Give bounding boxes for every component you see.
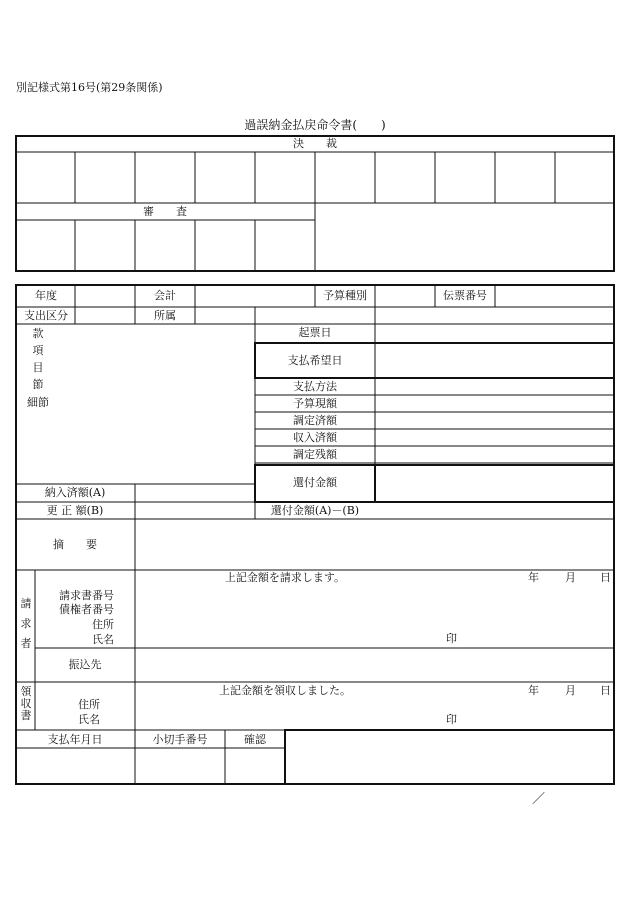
saimoku-label: 細節 bbox=[27, 396, 49, 409]
paid-amount-a-label: 納入済額(A) bbox=[44, 486, 106, 499]
budget-type-field[interactable] bbox=[376, 286, 434, 306]
transfer-to-label: 振込先 bbox=[68, 658, 102, 671]
payment-notes-area[interactable] bbox=[287, 732, 612, 782]
review-label: 審 査 bbox=[143, 205, 187, 218]
expense-class-field[interactable] bbox=[76, 308, 134, 323]
voucher-no-field[interactable] bbox=[496, 286, 613, 306]
budget-current-field[interactable] bbox=[376, 396, 613, 411]
receipt-year: 年 bbox=[528, 684, 539, 697]
claimant-day: 日 bbox=[600, 571, 611, 584]
decision-stamp-1[interactable] bbox=[17, 153, 74, 202]
pay-method-label: 支払方法 bbox=[293, 380, 337, 393]
review-stamp-1[interactable] bbox=[17, 221, 74, 270]
expense-class-label: 支出区分 bbox=[24, 309, 68, 322]
review-stamp-3[interactable] bbox=[136, 221, 194, 270]
check-no-field[interactable] bbox=[136, 749, 224, 783]
receipt-side-label: 領収書 bbox=[20, 685, 32, 722]
review-stamp-5[interactable] bbox=[256, 221, 314, 270]
fiscal-year-field[interactable] bbox=[76, 286, 134, 306]
invoice-no-label: 請求書番号 bbox=[59, 589, 114, 602]
corrected-amount-b-field[interactable] bbox=[136, 503, 254, 518]
classification-field[interactable] bbox=[60, 325, 254, 483]
receipt-name-label: 氏名 bbox=[78, 713, 100, 726]
pay-date-label: 支払年月日 bbox=[47, 733, 103, 746]
decision-stamp-6[interactable] bbox=[316, 153, 374, 202]
decision-stamp-2[interactable] bbox=[76, 153, 134, 202]
decision-stamp-9[interactable] bbox=[496, 153, 554, 202]
adjusted-field[interactable] bbox=[376, 413, 613, 428]
budget-current-label: 予算現額 bbox=[293, 397, 337, 410]
draft-date-label: 起票日 bbox=[298, 326, 332, 339]
form-reference: 別記様式第16号(第29条関係) bbox=[16, 81, 163, 94]
account-label: 会計 bbox=[154, 289, 176, 302]
pay-method-field[interactable] bbox=[376, 379, 613, 394]
desired-pay-date-label: 支払希望日 bbox=[287, 354, 343, 367]
kan-label: 款 bbox=[32, 327, 44, 340]
received-field[interactable] bbox=[376, 430, 613, 445]
transfer-to-field[interactable] bbox=[136, 649, 613, 681]
budget-type-label: 予算種別 bbox=[323, 289, 367, 302]
adjusted-label: 調定済額 bbox=[293, 414, 337, 427]
claimant-seal: 印 bbox=[446, 632, 457, 645]
refund-amount-field[interactable] bbox=[377, 467, 612, 500]
voucher-no-label: 伝票番号 bbox=[443, 289, 487, 302]
decision-label: 決 裁 bbox=[293, 137, 337, 150]
review-stamp-4[interactable] bbox=[196, 221, 254, 270]
adjusted-balance-field[interactable] bbox=[376, 447, 613, 462]
receipt-info-field[interactable] bbox=[136, 698, 436, 728]
claimant-address-label: 住所 bbox=[92, 618, 114, 631]
moku-label: 目 bbox=[32, 361, 44, 374]
decision-stamp-5[interactable] bbox=[256, 153, 314, 202]
summary-label: 摘 要 bbox=[53, 538, 97, 551]
affiliation-field[interactable] bbox=[196, 308, 254, 323]
draft-date-field[interactable] bbox=[376, 325, 613, 342]
received-label: 収入済額 bbox=[293, 431, 337, 444]
confirm-label: 確認 bbox=[244, 733, 266, 746]
receipt-statement: 上記金額を領収しました。 bbox=[219, 684, 351, 697]
summary-field[interactable] bbox=[136, 520, 613, 569]
decision-stamp-4[interactable] bbox=[196, 153, 254, 202]
receipt-seal: 印 bbox=[446, 713, 457, 726]
claimant-month: 月 bbox=[565, 571, 576, 584]
decision-stamp-10[interactable] bbox=[556, 153, 613, 202]
claimant-year: 年 bbox=[528, 571, 539, 584]
refund-amount-label: 還付金額 bbox=[293, 476, 337, 489]
receipt-month: 月 bbox=[565, 684, 576, 697]
approval-notes-area[interactable] bbox=[316, 204, 613, 270]
account-field[interactable] bbox=[196, 286, 314, 306]
decision-stamp-7[interactable] bbox=[376, 153, 434, 202]
footer-slash-mark: ／ bbox=[532, 792, 546, 807]
review-stamp-2[interactable] bbox=[76, 221, 134, 270]
refund-formula-label: 還付金額(A)－(B) bbox=[270, 504, 360, 517]
claimant-info-field[interactable] bbox=[136, 586, 436, 646]
setsu-label: 節 bbox=[32, 378, 44, 391]
fiscal-year-label: 年度 bbox=[35, 289, 57, 302]
receipt-day: 日 bbox=[600, 684, 611, 697]
adjusted-balance-label: 調定残額 bbox=[293, 448, 337, 461]
kou-label: 項 bbox=[32, 344, 44, 357]
confirm-field[interactable] bbox=[226, 749, 284, 783]
affiliation-label: 所属 bbox=[154, 309, 176, 322]
decision-stamp-8[interactable] bbox=[436, 153, 494, 202]
creditor-no-label: 債権者番号 bbox=[59, 603, 114, 616]
decision-stamp-3[interactable] bbox=[136, 153, 194, 202]
receipt-address-label: 住所 bbox=[78, 698, 100, 711]
claimant-name-label: 氏名 bbox=[92, 633, 114, 646]
desired-pay-date-field[interactable] bbox=[376, 344, 612, 377]
claimant-side-label: 請求者 bbox=[20, 597, 32, 650]
corrected-amount-b-label: 更 正 額(B) bbox=[46, 504, 104, 517]
paid-amount-a-field[interactable] bbox=[136, 485, 254, 501]
refund-formula-field[interactable] bbox=[376, 503, 613, 518]
claimant-statement: 上記金額を請求します。 bbox=[224, 571, 346, 584]
form-title: 過誤納金払戻命令書( ) bbox=[244, 118, 386, 132]
check-no-label: 小切手番号 bbox=[152, 733, 208, 746]
pay-date-field[interactable] bbox=[17, 749, 134, 783]
